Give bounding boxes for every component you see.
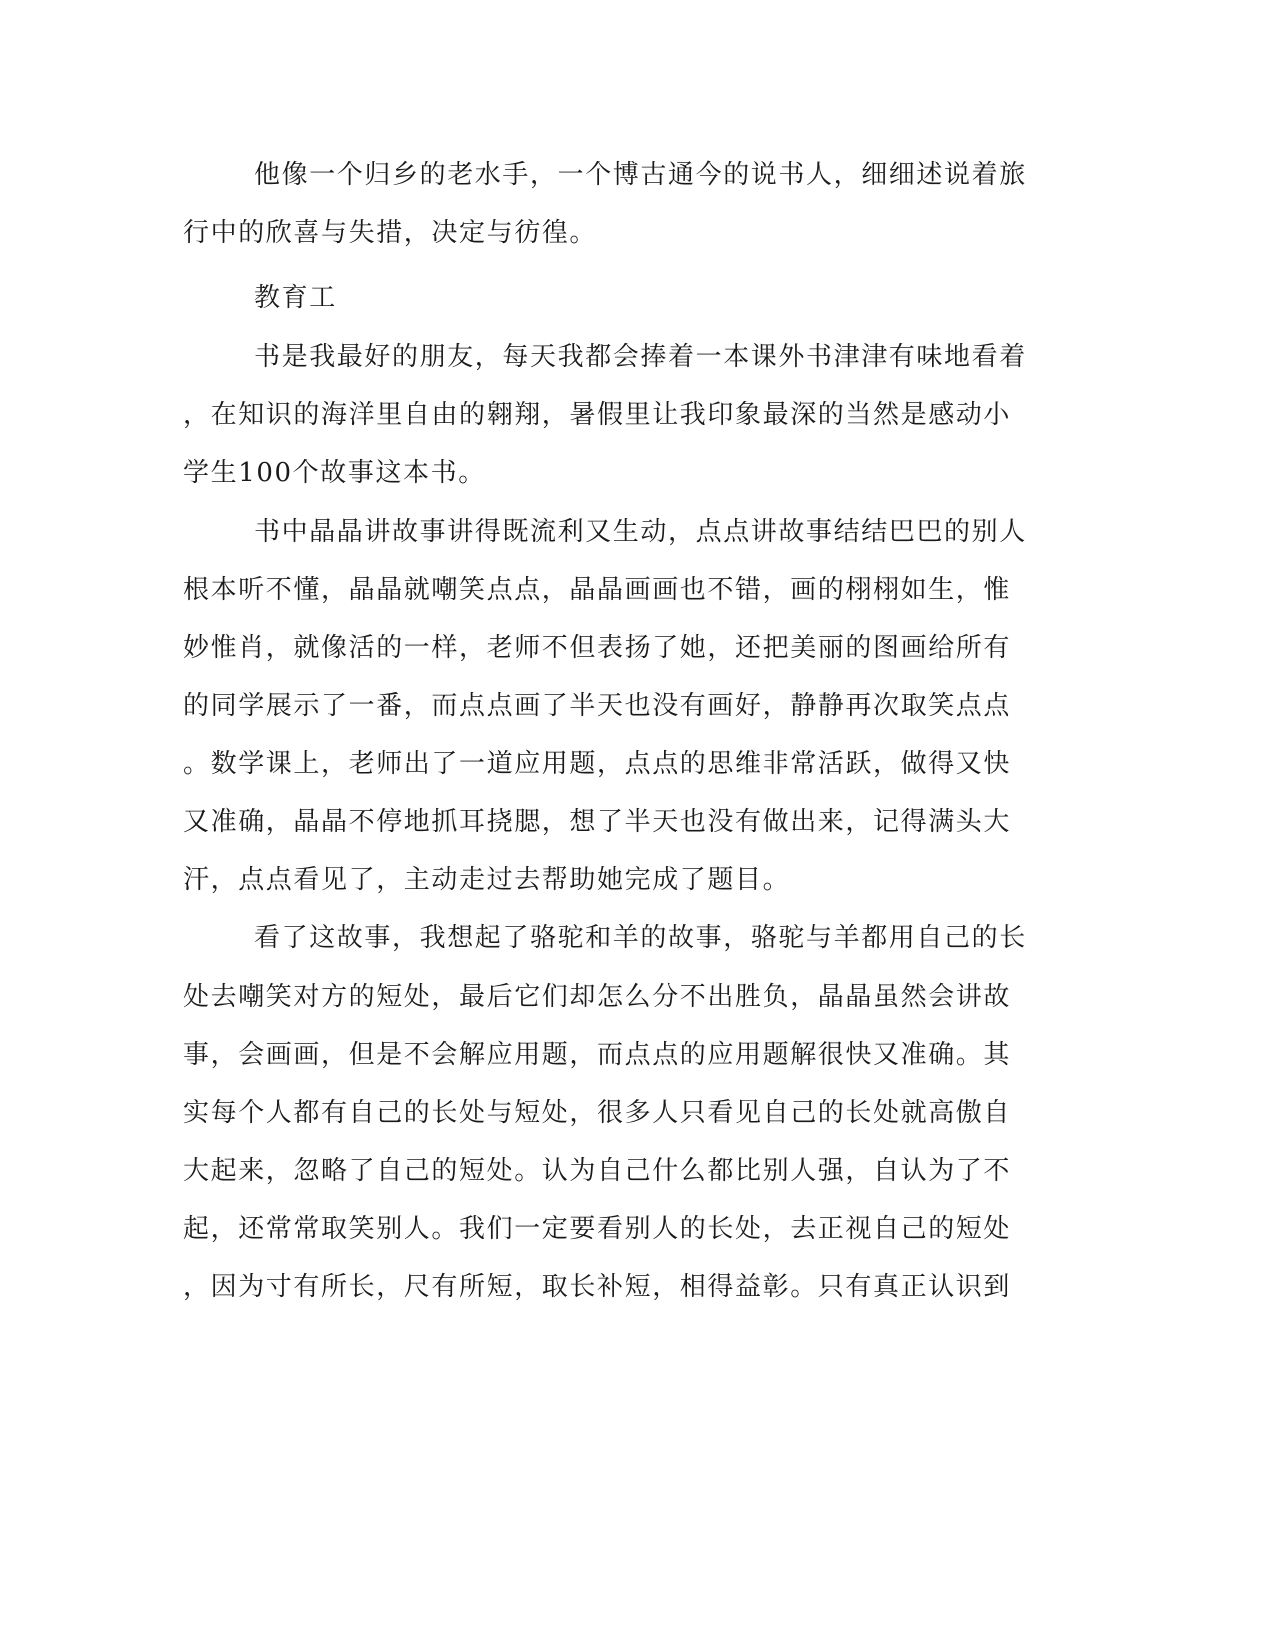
paragraph-line: 。数学课上，老师出了一道应用题，点点的思维非常活跃，做得又快 bbox=[183, 749, 1012, 779]
paragraph-line: 看了这故事，我想起了骆驼和羊的故事，骆驼与羊都用自己的长 bbox=[254, 923, 1027, 953]
paragraph-line: 汗，点点看见了，主动走过去帮助她完成了题目。 bbox=[183, 865, 791, 895]
paragraph-line: 实每个人都有自己的长处与短处，很多人只看见自己的长处就高傲自 bbox=[183, 1098, 1012, 1128]
paragraph-line: 大起来，忽略了自己的短处。认为自己什么都比别人强，自认为了不 bbox=[183, 1156, 1012, 1186]
paragraph-line: 根本听不懂，晶晶就嘲笑点点，晶晶画画也不错，画的栩栩如生，惟 bbox=[183, 575, 1012, 605]
paragraph-line: 书中晶晶讲故事讲得既流利又生动，点点讲故事结结巴巴的别人 bbox=[254, 517, 1027, 547]
paragraph-line: ，在知识的海洋里自由的翱翔，暑假里让我印象最深的当然是感动小 bbox=[183, 400, 1012, 430]
paragraph-heading: 教育工 bbox=[254, 283, 337, 313]
paragraph-line: 事，会画画，但是不会解应用题，而点点的应用题解很快又准确。其 bbox=[183, 1040, 1012, 1070]
paragraph-line: 妙惟肖，就像活的一样，老师不但表扬了她，还把美丽的图画给所有 bbox=[183, 633, 1012, 663]
paragraph-line: 的同学展示了一番，而点点画了半天也没有画好，静静再次取笑点点 bbox=[183, 691, 1012, 721]
paragraph-line: 又准确，晶晶不停地抓耳挠腮，想了半天也没有做出来，记得满头大 bbox=[183, 807, 1012, 837]
paragraph-line: 行中的欣喜与失措，决定与彷徨。 bbox=[183, 218, 598, 248]
paragraph-line: 学生100个故事这本书。 bbox=[183, 458, 486, 488]
paragraph-line: ，因为寸有所长，尺有所短，取长补短，相得益彰。只有真正认识到 bbox=[183, 1272, 1012, 1302]
paragraph-line: 处去嘲笑对方的短处，最后它们却怎么分不出胜负，晶晶虽然会讲故 bbox=[183, 982, 1012, 1012]
paragraph-line: 起，还常常取笑别人。我们一定要看别人的长处，去正视自己的短处 bbox=[183, 1214, 1012, 1244]
paragraph-line: 书是我最好的朋友，每天我都会捧着一本课外书津津有味地看着 bbox=[254, 342, 1027, 372]
paragraph-line: 他像一个归乡的老水手，一个博古通今的说书人，细细述说着旅 bbox=[254, 160, 1027, 190]
